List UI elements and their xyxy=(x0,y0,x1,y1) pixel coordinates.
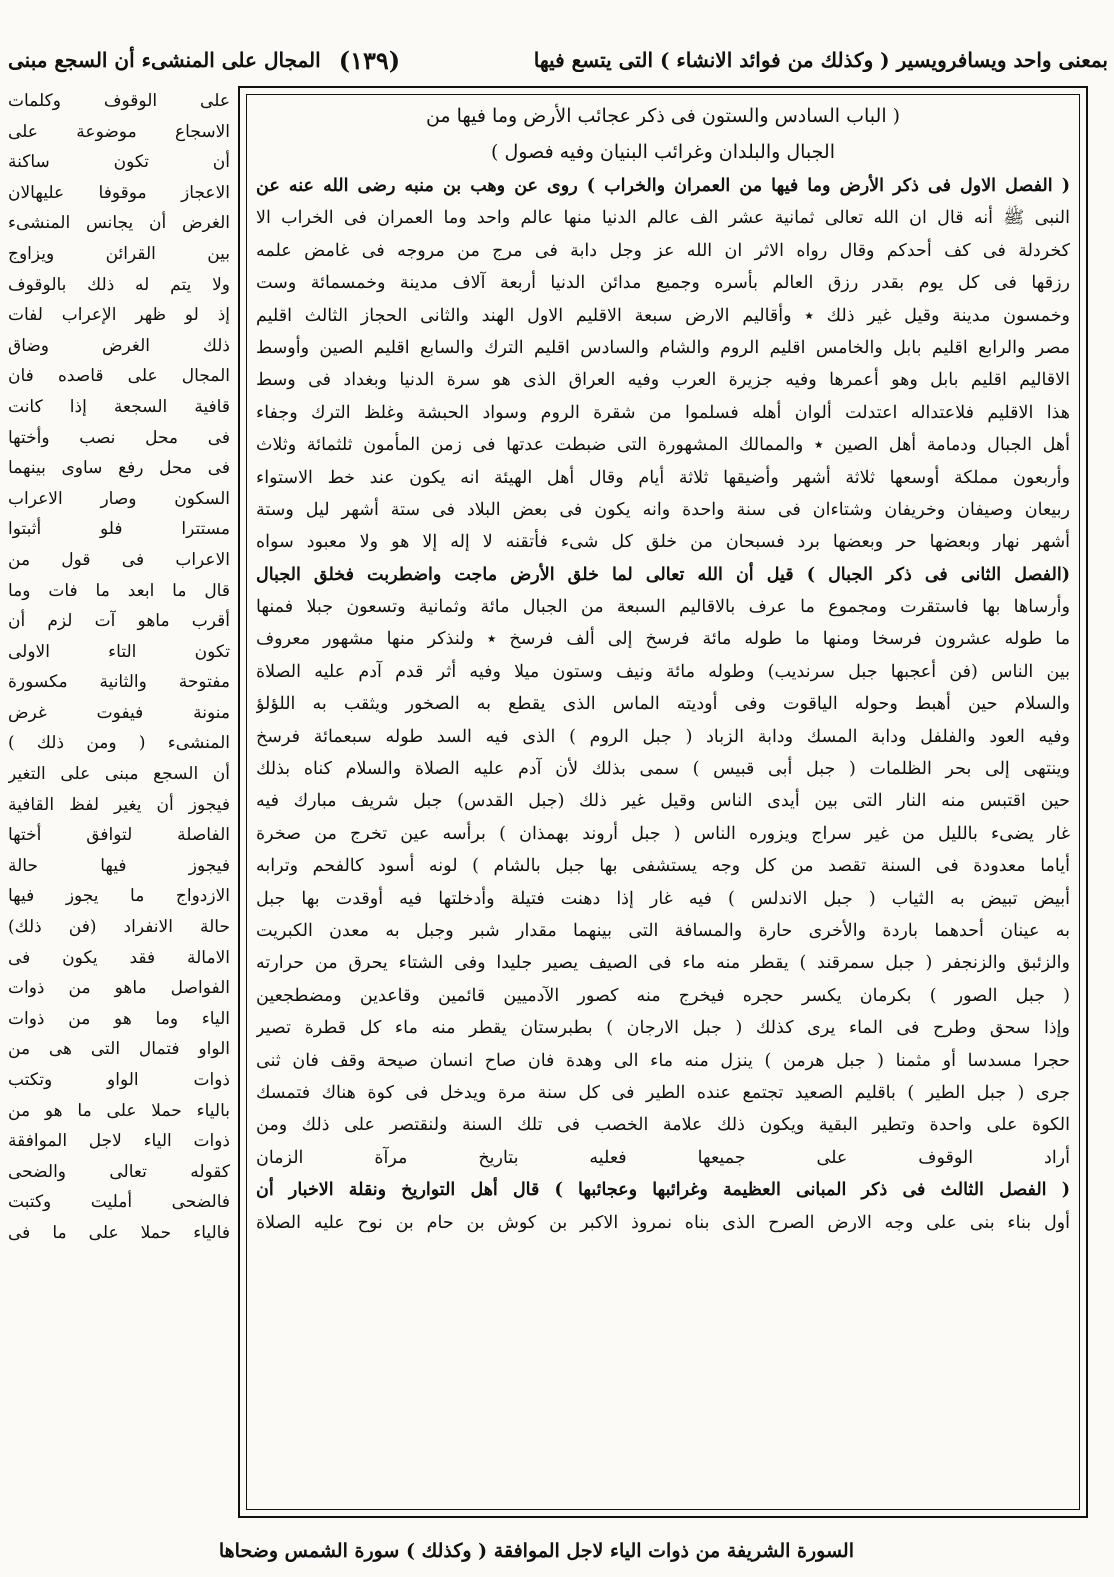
margin-line: أن تكون ساكنة xyxy=(8,152,230,173)
margin-line: الفاصلة لتوافق أختها xyxy=(8,825,230,846)
margin-line: تكون التاء الاولى xyxy=(8,641,230,662)
body-line: وخمسون مدينة وقيل غير ذلك ٭ وأقاليم الارض سبعة الاقليم الاول الهند والثانى الحجاز الثالث اقليم xyxy=(256,305,1070,326)
margin-line: فيجوز فيها حالة xyxy=(8,855,230,876)
margin-line: فالضحى أمليت وكتبت xyxy=(8,1192,230,1213)
margin-line: أن السجع مبنى على التغير xyxy=(8,764,230,785)
margin-line: المنشىء ( ومن ذلك ) xyxy=(8,733,230,754)
margin-line: قال ما ابعد ما فات وما xyxy=(8,580,230,601)
margin-line: السكون وصار الاعراب xyxy=(8,488,230,509)
body-line: ( الفصل الثالث فى ذكر المبانى العظيمة وغرائبها وعجائبها ) قال أهل التواريخ ونقلة الاخبار أن xyxy=(256,1180,1070,1201)
body-line: الاقاليم اقليم بابل وهو أعمرها وفيه جزيرة العرب وفيه العراق الذى هو سرة الدنيا وبغداد فى وسط xyxy=(256,370,1070,391)
body-line: النبى ﷺ أنه قال ان الله تعالى ثمانية عشر الف عالم الدنيا منها عالم واحد وما العمران فى الخراب الا xyxy=(256,208,1070,229)
body-line: بين الناس (فن أعجبها جبل سرنديب) وطوله مائة ونيف وستون ميلا وفيه أثر قدم آدم عليه الصلاة xyxy=(256,661,1070,682)
margin-line: أقرب ماهو آت لزم أن xyxy=(8,611,230,632)
margin-line: الياء وما هو من ذوات xyxy=(8,1008,230,1029)
margin-line: بالياء حملا على ما هو من xyxy=(8,1100,230,1121)
page-header xyxy=(8,42,1108,78)
margin-line: ذلك الغرض وضاق xyxy=(8,335,230,356)
margin-line: المجال على قاصده فان xyxy=(8,366,230,387)
body-line: هذا الاقليم فلاعتداله اعتدلت ألوان أهله فسلموا من شقرة الروم وسواد الحبشة وغلظ الترك وجفاء xyxy=(256,402,1070,423)
body-line: ( جبل الصور ) بكرمان يكسر حجره فيخرج منه كصور الآدميين قائمين وقاعدين ومضطجعين xyxy=(256,985,1070,1006)
title-line: الجبال والبلدان وغرائب البنيان وفيه فصول ) xyxy=(491,141,835,163)
body-line: وفيه العود والفلفل ودابة المسك ودابة الزباد ( جبل الروم ) الذى فيه السد طوله سبعمائة فرسخ xyxy=(256,726,1070,747)
margin-commentary xyxy=(8,86,230,1526)
body-line: الكوة على واحدة وتطير البقية ويكون ذلك علامة الخصب فى تلك السنة ولنقتصر على ذلك ومن xyxy=(256,1115,1070,1136)
body-line: (الفصل الثانى فى ذكر الجبال ) قيل أن الله تعالى لما خلق الأرض ماجت واضطربت فخلق الجبال xyxy=(256,564,1070,585)
body-line: والسلام حين أهبط وحوله الياقوت وفى أوديته الماس الذى يقطع به الصخور ويثقب به اللؤلؤ xyxy=(256,694,1070,715)
margin-line: حالة الانفراد (فن ذلك) xyxy=(8,917,230,938)
body-line: والزئبق والزنجفر ( جبل سمرقند ) يقطر منه ماء فى الصيف يصير جليدا وفى الشتاء يحرق من حرارته xyxy=(256,953,1070,974)
margin-line: كقوله تعالى والضحى xyxy=(8,1161,230,1182)
margin-line: ذوات الياء لاجل الموافقة xyxy=(8,1131,230,1152)
body-line: حجرا مسدسا أو مثمنا ( جبل هرمن ) ينزل منه ماء الى وهدة فان صاح انسان صيحة وقف فان ثنى xyxy=(256,1050,1070,1071)
margin-line: الواو فتمال التى هى من xyxy=(8,1039,230,1060)
margin-line: الغرض أن يجانس المنشىء xyxy=(8,213,230,234)
body-line: أهل الجبال ودمامة أهل الصين ٭ والممالك المشهورة التى ضبطت عدتها فى زمن المأمون ثلثمائة وثلاث xyxy=(256,435,1070,456)
margin-line: الامالة فقد يكون فى xyxy=(8,947,230,968)
margin-line: بين القرائن ويزاوج xyxy=(8,243,230,264)
margin-line: الفواصل ماهو من ذوات xyxy=(8,978,230,999)
margin-line: فى محل نصب وأختها xyxy=(8,427,230,448)
main-text-frame xyxy=(238,86,1088,1518)
margin-line: قافية السجعة إذا كانت xyxy=(8,396,230,417)
body-line: أراد الوقوف على جميعها فعليه بتاريخ مرآة الزمان xyxy=(256,1147,1070,1168)
body-line: غار يضىء بالليل من غير سراج ويزوره الناس ( جبل أروند بهمذان ) برأسه عين تخرج من صخرة xyxy=(256,823,1070,844)
body-line: مصر والرابع اقليم بابل والخامس اقليم الروم والشام والسادس اقليم الترك والسابع اقليم الصين وأوسط xyxy=(256,337,1070,358)
header-margin-text: المجال على المنشىء أن السجع مبنى xyxy=(8,48,321,72)
margin-line: الازدواج ما يجوز فيها xyxy=(8,886,230,907)
margin-line: فيجوز أن يغير لفظ القافية xyxy=(8,794,230,815)
margin-line: ذوات الواو وتكتب xyxy=(8,1070,230,1090)
body-line: به عينان أحدهما باردة والأخرى حارة والمسافة التى بينهما مقدار شبر وجبل به معدن الكبريت xyxy=(256,920,1070,941)
body-line: ما طوله عشرون فرسخا ومنها ما طوله مائة فرسخ إلى ألف فرسخ ٭ ولنذكر منها مشهور معروف xyxy=(256,629,1070,650)
body-line: ( الفصل الاول فى ذكر الأرض وما فيها من العمران والخراب ) روى عن وهب بن منبه رضى الله عنه عن xyxy=(256,176,1070,196)
body-line: أياما معدودة فى السنة تقصد من كل وجه يستشفى بها جبل بالشام ) لونه أسود كالفحم وترابه xyxy=(256,856,1070,877)
chapter-title xyxy=(256,98,1070,170)
body-line: ربيعان وصيفان وخريفان وشتاءان فى سنة واحدة وانه يكون فى بعض البلاد فى ستة أشهر ليل وستة xyxy=(256,499,1070,520)
margin-line: ولا يتم له ذلك بالوقوف xyxy=(8,274,230,295)
chapter-body xyxy=(256,170,1070,1239)
margin-line: الاسجاع موضوعة على xyxy=(8,121,230,142)
body-line: أشهر نهار وبعضها حر وبعضها برد فسبحان من خلق كل شىء فأتقنه لا إله إلا هو ولا معبود سواه xyxy=(256,532,1070,553)
margin-line: مستترا فلو أثبتوا xyxy=(8,519,230,540)
margin-line: الاعراب فى قول من xyxy=(8,549,230,570)
margin-line: فالياء حملا على ما فى xyxy=(8,1222,230,1243)
margin-line: إذ لو ظهر الإعراب لفات xyxy=(8,305,230,326)
page-footer: السورة الشريفة من ذوات الياء لاجل الموافقة ( وكذلك ) سورة الشمس وضحاها xyxy=(218,1540,854,1562)
main-text xyxy=(256,98,1070,1508)
body-line: أول بناء بنى على وجه الارض الصرح الذى بناه نمروذ الاكبر بن كوش بن حام بن نوح عليه الصلاة xyxy=(256,1212,1070,1233)
body-line: أبيض تبيض به الثياب ( جبل الاندلس ) فيه غار إذا دهنت فتيلة وأدخلتها فيه أوقدت بها جبل xyxy=(256,888,1070,909)
body-line: وأربعون مملكة أوسعها ثلاثة أشهر وأضيقها ثلاثة أيام وقال أهل الهيئة انه يكون عند خط الاستواء xyxy=(256,467,1070,488)
header-running-text: بمعنى واحد ويسافرويسير ( وكذلك من فوائد الانشاء ) التى يتسع فيها xyxy=(533,48,1108,72)
margin-line: فى محل رفع ساوى بينهما xyxy=(8,458,230,479)
margin-line: على الوقوف وكلمات xyxy=(8,91,230,111)
margin-line: منونة فيفوت غرض xyxy=(8,702,230,723)
body-line: وأرساها بها فاستقرت ومجموع ما عرف بالاقاليم السبعة من الجبال مائة وثمانية وتسعون جبلا فمنها xyxy=(256,597,1070,618)
body-line: حين اقتبس منه النار التى بين أيدى الناس وقيل غير ذلك (جبل القدس) جبل شريف مبارك فيه xyxy=(256,791,1070,812)
margin-line: الاعجاز موقوفا عليهالان xyxy=(8,182,230,203)
body-line: جرى ( جبل الطير ) باقليم الصعيد تجتمع عنده الطير فى كل سنة مرة ويدخل فى كوة هناك فتمسك xyxy=(256,1082,1070,1103)
body-line: وينتهى إلى بحر الظلمات ( جبل أبى قبيس ) سمى بذلك لأن آدم عليه الصلاة والسلام كناه بذلك xyxy=(256,759,1070,780)
page-number: (١٣٩) xyxy=(338,45,401,75)
margin-line: مفتوحة والثانية مكسورة xyxy=(8,672,230,693)
body-line: وإذا سحق وطرح فى الماء يرى كذلك ( جبل الارجان ) بطبرستان يقطر منه ماء كل قطرة تصير xyxy=(256,1018,1070,1039)
body-line: كخردلة فى كف أحدكم وقال رواه الاثر ان الله عز وجل دابة فى مرج من مروجه فى غامض علمه xyxy=(256,240,1070,261)
body-line: رزقها فى كل يوم بقدر رزق العالم بأسره وجميع مدائن الدنيا أربعة آلاف مدينة وخمسمائة وست xyxy=(256,273,1070,294)
title-line: ( الباب السادس والستون فى ذكر عجائب الأرض وما فيها من xyxy=(425,105,901,127)
